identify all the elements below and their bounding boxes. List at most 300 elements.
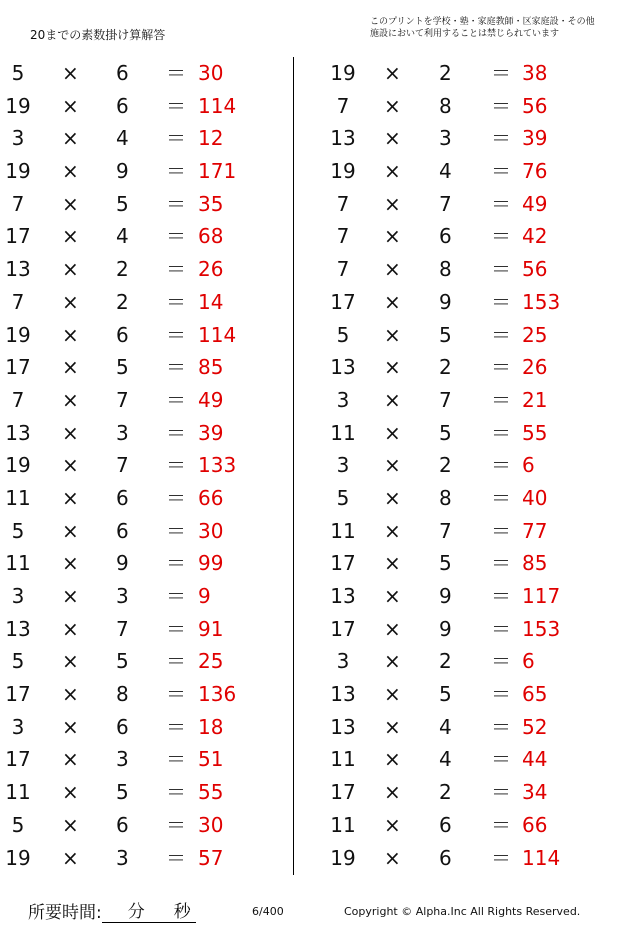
- answer: 39: [198, 420, 224, 445]
- problem-row: [0, 188, 290, 221]
- equals-sign: ＝: [491, 584, 511, 608]
- multiplicand: 7: [336, 224, 350, 249]
- answer: 55: [198, 780, 224, 805]
- answer: 25: [522, 322, 548, 347]
- answer: 153: [522, 616, 561, 641]
- multiplicand: 7: [336, 191, 350, 216]
- times-sign: ×: [62, 453, 79, 478]
- problem-row: [325, 580, 615, 613]
- equals-sign: ＝: [166, 93, 186, 118]
- multiplier: 4: [116, 224, 129, 249]
- multiplicand: 11: [5, 780, 31, 805]
- problem-row: [325, 547, 615, 580]
- times-sign: ×: [384, 355, 401, 380]
- problem-row: [0, 678, 290, 711]
- equals-sign: ＝: [491, 518, 511, 543]
- multiplicand: 19: [5, 845, 31, 870]
- times-sign: ×: [62, 387, 79, 412]
- usage-notice-line-1: このプリントを学校・塾・家庭教師・区家庭設・その他: [370, 17, 595, 27]
- worksheet-title: 20までの素数掛け算解答: [30, 28, 166, 42]
- problem-row: [325, 319, 615, 352]
- answer: 44: [522, 747, 548, 772]
- times-sign: ×: [62, 191, 79, 216]
- multiplier: 7: [439, 387, 452, 412]
- problem-row: [325, 57, 615, 90]
- times-sign: ×: [384, 616, 401, 641]
- equals-sign: ＝: [166, 61, 186, 85]
- answer: 117: [522, 584, 561, 608]
- answer: 114: [198, 93, 237, 118]
- multiplier: 8: [439, 257, 452, 282]
- problem-row: [0, 515, 290, 548]
- multiplicand: 11: [5, 551, 31, 576]
- answer: 66: [522, 812, 548, 837]
- times-sign: ×: [384, 61, 401, 85]
- equals-sign: ＝: [166, 518, 186, 543]
- answer: 30: [198, 61, 224, 85]
- equals-sign: ＝: [166, 845, 186, 870]
- times-sign: ×: [62, 93, 79, 118]
- equals-sign: ＝: [491, 126, 511, 151]
- equals-sign: ＝: [166, 322, 186, 347]
- problem-row: [0, 286, 290, 319]
- equals-sign: ＝: [166, 355, 186, 380]
- times-sign: ×: [384, 387, 401, 412]
- equals-sign: ＝: [491, 845, 511, 870]
- answer: 68: [198, 224, 224, 249]
- multiplier: 8: [439, 485, 452, 510]
- equals-sign: ＝: [166, 649, 186, 674]
- problem-row: [0, 547, 290, 580]
- times-sign: ×: [384, 159, 401, 184]
- answer: 21: [522, 387, 548, 412]
- multiplier: 7: [439, 518, 452, 543]
- multiplier: 5: [116, 191, 129, 216]
- multiplier: 9: [439, 289, 452, 314]
- times-sign: ×: [62, 812, 79, 837]
- times-sign: ×: [384, 714, 401, 739]
- multiplier: 4: [439, 747, 452, 772]
- left-problem-column: [0, 57, 290, 874]
- multiplier: 9: [439, 584, 452, 608]
- multiplicand: 13: [330, 355, 356, 380]
- multiplicand: 11: [5, 485, 31, 510]
- problem-row: [0, 90, 290, 123]
- problem-row: [325, 842, 615, 875]
- times-sign: ×: [62, 551, 79, 576]
- answer: 77: [522, 518, 548, 543]
- times-sign: ×: [62, 682, 79, 707]
- multiplicand: 5: [336, 485, 350, 510]
- time-blank: [102, 902, 196, 923]
- answer: 52: [522, 714, 548, 739]
- problem-row: [325, 384, 615, 417]
- answer: 39: [522, 126, 548, 151]
- times-sign: ×: [62, 584, 79, 608]
- times-sign: ×: [384, 420, 401, 445]
- answer: 153: [522, 289, 561, 314]
- times-sign: ×: [62, 61, 79, 85]
- equals-sign: ＝: [491, 322, 511, 347]
- equals-sign: ＝: [166, 420, 186, 445]
- multiplicand: 19: [5, 453, 31, 478]
- multiplicand: 11: [330, 747, 356, 772]
- multiplier: 2: [439, 61, 452, 85]
- times-sign: ×: [384, 682, 401, 707]
- times-sign: ×: [384, 845, 401, 870]
- times-sign: ×: [62, 322, 79, 347]
- times-sign: ×: [384, 584, 401, 608]
- equals-sign: ＝: [491, 93, 511, 118]
- answer: 66: [198, 485, 224, 510]
- multiplier: 3: [116, 584, 129, 608]
- answer: 25: [198, 649, 224, 674]
- multiplicand: 13: [5, 420, 31, 445]
- equals-sign: ＝: [166, 453, 186, 478]
- multiplier: 4: [439, 714, 452, 739]
- equals-sign: ＝: [166, 159, 186, 184]
- problem-row: [0, 319, 290, 352]
- multiplier: 2: [439, 355, 452, 380]
- page-number: 6/400: [252, 905, 284, 918]
- equals-sign: ＝: [491, 355, 511, 380]
- answer: 26: [522, 355, 548, 380]
- equals-sign: ＝: [166, 289, 186, 314]
- times-sign: ×: [384, 649, 401, 674]
- equals-sign: ＝: [491, 191, 511, 216]
- problem-row: [0, 743, 290, 776]
- problem-row: [0, 482, 290, 515]
- multiplier: 6: [116, 714, 129, 739]
- multiplier: 6: [116, 93, 129, 118]
- problem-row: [0, 449, 290, 482]
- answer: 65: [522, 682, 548, 707]
- multiplier: 6: [439, 224, 452, 249]
- multiplicand: 3: [336, 453, 350, 478]
- multiplicand: 17: [5, 224, 31, 249]
- answer: 76: [522, 159, 548, 184]
- times-sign: ×: [62, 257, 79, 282]
- answer: 42: [522, 224, 548, 249]
- multiplier: 2: [439, 453, 452, 478]
- multiplier: 6: [116, 61, 129, 85]
- equals-sign: ＝: [491, 780, 511, 805]
- multiplier: 5: [439, 551, 452, 576]
- problem-row: [0, 842, 290, 875]
- times-sign: ×: [62, 224, 79, 249]
- problem-row: [325, 286, 615, 319]
- times-sign: ×: [384, 257, 401, 282]
- times-sign: ×: [384, 126, 401, 151]
- multiplier: 7: [116, 453, 129, 478]
- multiplier: 3: [116, 747, 129, 772]
- multiplicand: 13: [5, 616, 31, 641]
- answer: 171: [198, 159, 237, 184]
- times-sign: ×: [62, 518, 79, 543]
- problem-row: [0, 155, 290, 188]
- equals-sign: ＝: [491, 257, 511, 282]
- problem-row: [325, 613, 615, 646]
- answer: 38: [522, 61, 548, 85]
- answer: 12: [198, 126, 224, 151]
- answer: 6: [522, 453, 535, 478]
- multiplier: 8: [439, 93, 452, 118]
- multiplicand: 11: [330, 420, 356, 445]
- problem-row: [0, 645, 290, 678]
- multiplicand: 19: [330, 159, 356, 184]
- multiplicand: 5: [11, 61, 25, 85]
- equals-sign: ＝: [491, 812, 511, 837]
- equals-sign: ＝: [491, 289, 511, 314]
- multiplicand: 5: [11, 518, 25, 543]
- multiplicand: 19: [330, 61, 356, 85]
- equals-sign: ＝: [491, 551, 511, 576]
- multiplicand: 13: [330, 714, 356, 739]
- answer: 91: [198, 616, 224, 641]
- answer: 114: [522, 845, 561, 870]
- seconds-unit: 秒: [173, 902, 191, 922]
- times-sign: ×: [384, 289, 401, 314]
- problem-row: [325, 776, 615, 809]
- answer: 85: [198, 355, 224, 380]
- multiplier: 6: [116, 485, 129, 510]
- problem-row: [0, 122, 290, 155]
- multiplicand: 13: [330, 126, 356, 151]
- usage-notice-line-2: 施設において利用することは禁じられています: [370, 29, 560, 39]
- multiplicand: 19: [5, 93, 31, 118]
- problem-row: [325, 253, 615, 286]
- answer: 34: [522, 780, 548, 805]
- times-sign: ×: [384, 747, 401, 772]
- times-sign: ×: [62, 355, 79, 380]
- multiplier: 6: [439, 812, 452, 837]
- multiplier: 9: [116, 551, 129, 576]
- equals-sign: ＝: [166, 191, 186, 216]
- multiplicand: 17: [5, 355, 31, 380]
- multiplier: 7: [116, 616, 129, 641]
- problem-row: [0, 711, 290, 744]
- answer: 6: [522, 649, 535, 674]
- multiplicand: 7: [11, 289, 25, 314]
- multiplicand: 17: [330, 551, 356, 576]
- multiplicand: 17: [5, 682, 31, 707]
- problem-row: [0, 417, 290, 450]
- multiplicand: 17: [330, 780, 356, 805]
- problem-row: [325, 515, 615, 548]
- multiplicand: 7: [336, 93, 350, 118]
- multiplier: 5: [439, 682, 452, 707]
- multiplier: 5: [116, 355, 129, 380]
- answer: 57: [198, 845, 224, 870]
- multiplier: 9: [116, 159, 129, 184]
- equals-sign: ＝: [166, 257, 186, 282]
- equals-sign: ＝: [491, 453, 511, 478]
- times-sign: ×: [62, 289, 79, 314]
- multiplicand: 17: [330, 289, 356, 314]
- times-sign: ×: [62, 159, 79, 184]
- multiplicand: 3: [11, 126, 25, 151]
- answer: 114: [198, 322, 237, 347]
- times-sign: ×: [384, 224, 401, 249]
- problem-row: [0, 220, 290, 253]
- times-sign: ×: [62, 845, 79, 870]
- problem-row: [325, 809, 615, 842]
- times-sign: ×: [384, 780, 401, 805]
- times-sign: ×: [62, 616, 79, 641]
- answer: 99: [198, 551, 224, 576]
- problem-row: [325, 482, 615, 515]
- answer: 9: [198, 584, 211, 608]
- equals-sign: ＝: [491, 747, 511, 772]
- multiplicand: 3: [11, 714, 25, 739]
- equals-sign: ＝: [491, 714, 511, 739]
- equals-sign: ＝: [166, 780, 186, 805]
- problem-row: [0, 776, 290, 809]
- problem-row: [325, 417, 615, 450]
- multiplier: 5: [116, 780, 129, 805]
- problem-row: [0, 580, 290, 613]
- problem-row: [325, 351, 615, 384]
- multiplicand: 13: [330, 584, 356, 608]
- multiplier: 6: [439, 845, 452, 870]
- problem-row: [0, 351, 290, 384]
- equals-sign: ＝: [166, 682, 186, 707]
- answer: 26: [198, 257, 224, 282]
- problem-row: [325, 90, 615, 123]
- answer: 14: [198, 289, 224, 314]
- multiplier: 6: [116, 812, 129, 837]
- problem-row: [0, 809, 290, 842]
- equals-sign: ＝: [166, 616, 186, 641]
- multiplicand: 3: [11, 584, 25, 608]
- problem-row: [325, 449, 615, 482]
- multiplier: 3: [116, 845, 129, 870]
- problem-row: [0, 253, 290, 286]
- answer: 56: [522, 93, 548, 118]
- times-sign: ×: [384, 518, 401, 543]
- equals-sign: ＝: [491, 682, 511, 707]
- times-sign: ×: [384, 191, 401, 216]
- equals-sign: ＝: [166, 387, 186, 412]
- problem-row: [325, 188, 615, 221]
- times-sign: ×: [384, 322, 401, 347]
- times-sign: ×: [384, 551, 401, 576]
- equals-sign: ＝: [166, 224, 186, 249]
- multiplicand: 11: [330, 812, 356, 837]
- problem-row: [325, 645, 615, 678]
- multiplicand: 17: [5, 747, 31, 772]
- equals-sign: ＝: [491, 387, 511, 412]
- equals-sign: ＝: [491, 616, 511, 641]
- times-sign: ×: [384, 485, 401, 510]
- answer: 30: [198, 812, 224, 837]
- equals-sign: ＝: [166, 126, 186, 151]
- copyright-notice: Copyright © Alpha.Inc All Rights Reserved.: [344, 905, 581, 918]
- multiplier: 5: [439, 322, 452, 347]
- times-sign: ×: [62, 780, 79, 805]
- multiplicand: 5: [336, 322, 350, 347]
- time-required-field: [28, 898, 196, 923]
- multiplier: 7: [116, 387, 129, 412]
- times-sign: ×: [62, 485, 79, 510]
- times-sign: ×: [62, 649, 79, 674]
- usage-notice: [370, 16, 620, 40]
- equals-sign: ＝: [491, 159, 511, 184]
- multiplier: 2: [439, 780, 452, 805]
- time-required-label: 所要時間:: [28, 903, 102, 923]
- answer: 35: [198, 191, 224, 216]
- times-sign: ×: [62, 420, 79, 445]
- multiplicand: 19: [5, 322, 31, 347]
- multiplier: 9: [439, 616, 452, 641]
- times-sign: ×: [384, 453, 401, 478]
- multiplicand: 3: [336, 649, 350, 674]
- multiplicand: 7: [11, 387, 25, 412]
- multiplier: 2: [116, 289, 129, 314]
- times-sign: ×: [62, 714, 79, 739]
- multiplicand: 5: [11, 812, 25, 837]
- answer: 49: [198, 387, 224, 412]
- column-divider: [293, 57, 294, 875]
- multiplier: 6: [116, 518, 129, 543]
- multiplier: 5: [116, 649, 129, 674]
- problem-row: [325, 220, 615, 253]
- problem-row: [325, 711, 615, 744]
- multiplicand: 19: [5, 159, 31, 184]
- multiplicand: 19: [330, 845, 356, 870]
- multiplier: 3: [439, 126, 452, 151]
- multiplicand: 7: [11, 191, 25, 216]
- multiplicand: 13: [330, 682, 356, 707]
- answer: 85: [522, 551, 548, 576]
- right-problem-column: [325, 57, 615, 874]
- equals-sign: ＝: [491, 649, 511, 674]
- answer: 56: [522, 257, 548, 282]
- equals-sign: ＝: [166, 714, 186, 739]
- times-sign: ×: [384, 812, 401, 837]
- equals-sign: ＝: [491, 61, 511, 85]
- multiplicand: 7: [336, 257, 350, 282]
- equals-sign: ＝: [166, 584, 186, 608]
- problem-row: [325, 155, 615, 188]
- multiplier: 7: [439, 191, 452, 216]
- equals-sign: ＝: [491, 420, 511, 445]
- equals-sign: ＝: [166, 485, 186, 510]
- equals-sign: ＝: [166, 551, 186, 576]
- answer: 136: [198, 682, 237, 707]
- problem-row: [325, 678, 615, 711]
- answer: 30: [198, 518, 224, 543]
- multiplier: 4: [116, 126, 129, 151]
- multiplier: 6: [116, 322, 129, 347]
- equals-sign: ＝: [491, 485, 511, 510]
- equals-sign: ＝: [166, 747, 186, 772]
- multiplicand: 17: [330, 616, 356, 641]
- problem-row: [0, 613, 290, 646]
- answer: 55: [522, 420, 548, 445]
- answer: 49: [522, 191, 548, 216]
- multiplier: 4: [439, 159, 452, 184]
- multiplier: 2: [439, 649, 452, 674]
- equals-sign: ＝: [491, 224, 511, 249]
- multiplier: 2: [116, 257, 129, 282]
- problem-row: [325, 743, 615, 776]
- equals-sign: ＝: [166, 812, 186, 837]
- multiplicand: 3: [336, 387, 350, 412]
- multiplicand: 5: [11, 649, 25, 674]
- problem-row: [325, 122, 615, 155]
- multiplier: 3: [116, 420, 129, 445]
